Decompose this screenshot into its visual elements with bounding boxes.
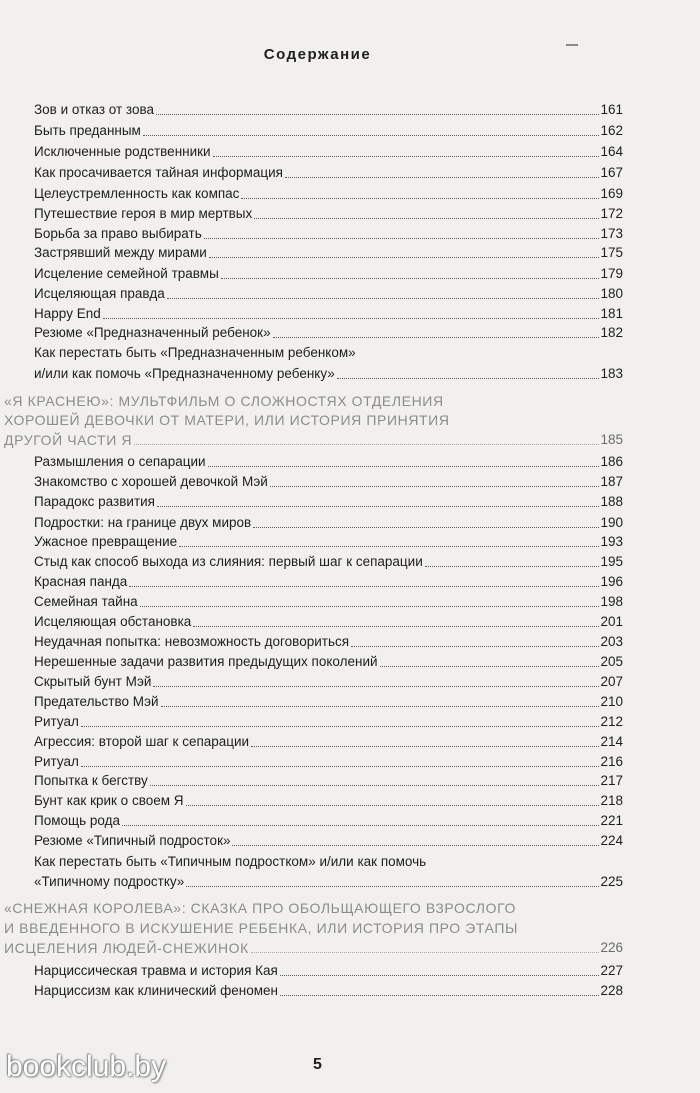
toc-entry-title: Happy End	[34, 306, 101, 321]
dot-leader	[380, 665, 600, 667]
toc-entry-title: Знакомство с хорошей девочкой Мэй	[34, 474, 268, 489]
toc-entry	[34, 492, 623, 512]
toc-entry	[34, 100, 623, 120]
toc-entry-line: Как перестать быть «Предназначенным ребенком»	[34, 345, 356, 360]
toc-entry	[34, 712, 623, 732]
toc-entry	[34, 791, 623, 811]
toc-entry-title: «Типичному подростку»	[34, 874, 185, 889]
toc-entry-title: Исцеление семейной травмы	[34, 266, 219, 281]
toc-entry-title: Нарциссическая травма и история Кая	[34, 963, 278, 978]
toc-entry-page: 225	[600, 874, 623, 889]
dot-leader	[232, 844, 599, 846]
toc-entry-title: Попытка к бегству	[34, 773, 148, 788]
dot-leader	[251, 951, 600, 953]
toc-entry-page: 227	[600, 963, 623, 978]
dot-leader	[161, 705, 600, 707]
dot-leader	[351, 645, 599, 647]
section-heading-page: 226	[600, 940, 623, 955]
toc-entry	[34, 184, 623, 204]
toc-entry	[34, 672, 623, 692]
toc-entry-page: 198	[600, 594, 623, 609]
toc-entry	[34, 364, 623, 384]
toc-entry	[34, 572, 623, 592]
toc-entry-title: Неудачная попытка: невозможность договориться	[34, 634, 350, 649]
toc-entry	[34, 452, 623, 472]
toc-entry-title: Ритуал	[34, 754, 79, 769]
dot-leader	[221, 277, 600, 279]
section-heading-title: ИСЦЕЛЕНИЯ ЛЮДЕЙ-СНЕЖИНОК	[4, 940, 249, 956]
toc-entry	[34, 513, 623, 533]
toc-entry-title: Как просачивается тайная информация	[34, 165, 283, 180]
dot-leader	[143, 134, 600, 136]
toc-entry-title: Бунт как крик о своем Я	[34, 793, 184, 808]
toc-entry-page: 212	[600, 714, 623, 729]
toc-entry-page: 167	[600, 165, 623, 180]
section-heading-page: 185	[600, 432, 623, 447]
dot-leader	[140, 605, 600, 607]
toc-entry	[34, 472, 623, 492]
toc-entry-page: 224	[600, 833, 623, 848]
toc-entry-page: 201	[600, 614, 623, 629]
toc-entry-page: 183	[600, 366, 623, 381]
toc-entry	[34, 121, 623, 141]
toc-entry-title: Помощь рода	[34, 813, 120, 828]
dot-leader	[157, 505, 599, 507]
dot-leader	[186, 885, 599, 887]
dot-leader	[425, 565, 600, 567]
toc-entry	[34, 304, 623, 324]
toc-entry-title: Скрытый бунт Мэй	[34, 674, 152, 689]
dot-leader	[273, 336, 600, 338]
toc-entry-page: 195	[600, 554, 623, 569]
toc-entry-title: Исцеляющая обстановка	[34, 614, 192, 629]
dot-leader	[213, 155, 600, 157]
section-heading	[4, 430, 623, 450]
section-heading-line: И ВВЕДЕННОГО В ИСКУШЕНИЕ РЕБЕНКА, ИЛИ ИСТОРИЯ ПРО ЭТАПЫ	[4, 920, 519, 936]
toc-entry	[34, 831, 623, 851]
toc-entry-title: Резюме «Типичный подросток»	[34, 833, 231, 848]
toc-entry-title: Предательство Мэй	[34, 694, 159, 709]
toc-entry	[34, 652, 623, 672]
section-heading-line: «СНЕЖНАЯ КОРОЛЕВА»: СКАЗКА ПРО ОБОЛЬЩАЮЩЕГО ВЗРОСЛОГО	[4, 900, 516, 916]
dot-leader	[186, 804, 600, 806]
dot-leader	[251, 745, 599, 747]
toc-entry	[34, 243, 623, 263]
toc-entry-page: 203	[600, 634, 623, 649]
toc-entry	[34, 224, 623, 244]
toc-entry-page: 190	[600, 515, 623, 530]
dot-leader	[204, 237, 600, 239]
toc-entry	[34, 163, 623, 183]
toc-entry-title: Нерешенные задачи развития предыдущих поколений	[34, 654, 378, 669]
toc-entry	[34, 204, 623, 224]
toc-entry-title: Семейная тайна	[34, 594, 138, 609]
dot-leader	[208, 465, 600, 467]
toc-entry-title: Агрессия: второй шаг к сепарации	[34, 734, 250, 749]
dot-leader	[193, 625, 599, 627]
page-title: Содержание	[263, 46, 372, 63]
toc-entry	[34, 981, 623, 1001]
toc-entry-page: 228	[600, 983, 623, 998]
toc-entry	[34, 872, 623, 892]
toc-entry-title: Борьба за право выбирать	[34, 226, 202, 241]
toc-entry-title: Резюме «Предназначенный ребенок»	[34, 325, 271, 340]
toc-entry-title: Целеустремленность как компас	[34, 186, 240, 201]
dot-leader	[156, 113, 599, 115]
toc-entry	[34, 961, 623, 981]
toc-entry-line: Как перестать быть «Типичным подростком» и/или как помочь	[34, 854, 427, 869]
section-heading-title: ДРУГОЙ ЧАСТИ Я	[4, 432, 133, 448]
toc-entry	[34, 732, 623, 752]
corner-mark	[566, 44, 578, 46]
toc-entry-page: 172	[600, 206, 623, 221]
toc-entry-page: 216	[600, 754, 623, 769]
dot-leader	[254, 217, 599, 219]
toc-entry	[34, 323, 623, 343]
toc-entry-page: 180	[600, 286, 623, 301]
toc-entry	[34, 284, 623, 304]
dot-leader	[81, 725, 600, 727]
dot-leader	[270, 485, 600, 487]
toc-entry-page: 187	[600, 474, 623, 489]
toc-entry-title: Застрявший между мирами	[34, 245, 207, 260]
dot-leader	[179, 545, 599, 547]
dot-leader	[253, 526, 599, 528]
toc-entry-page: 186	[600, 454, 623, 469]
dot-leader	[129, 585, 599, 587]
toc-entry	[34, 632, 623, 652]
toc-entry	[34, 612, 623, 632]
toc-entry-title: Зов и отказ от зова	[34, 102, 154, 117]
toc-entry-page: 161	[600, 102, 623, 117]
dot-leader	[241, 197, 599, 199]
dot-leader	[167, 297, 600, 299]
toc-entry-title: Подростки: на границе двух миров	[34, 515, 252, 530]
toc-entry-title: Ужасное превращение	[34, 534, 178, 549]
toc-entry-page: 218	[600, 793, 623, 808]
toc-entry-title: Размышления о сепарации	[34, 454, 206, 469]
dot-leader	[122, 824, 599, 826]
toc-entry	[34, 771, 623, 791]
toc-entry-title: Исцеляющая правда	[34, 286, 165, 301]
toc-entry-page: 182	[600, 325, 623, 340]
toc-entry-page: 193	[600, 534, 623, 549]
toc-entry-page: 181	[600, 306, 623, 321]
dot-leader	[153, 685, 599, 687]
section-heading	[4, 938, 623, 958]
toc-entry-title: Нарциссизм как клинический феномен	[34, 983, 278, 998]
toc-entry-title: Исключенные родственники	[34, 144, 211, 159]
toc-entry-page: 164	[600, 144, 623, 159]
dot-leader	[209, 256, 600, 258]
toc-entry-title: и/или как помочь «Предназначенному ребенку»	[34, 366, 335, 381]
toc-entry	[34, 532, 623, 552]
toc-entry-page: 179	[600, 266, 623, 281]
toc-entry-page: 196	[600, 574, 623, 589]
toc-entry-page: 205	[600, 654, 623, 669]
toc-entry-page: 221	[600, 813, 623, 828]
toc-entry-page: 162	[600, 123, 623, 138]
toc-entry	[34, 142, 623, 162]
dot-leader	[285, 176, 600, 178]
toc-entry-title: Быть преданным	[34, 123, 141, 138]
dot-leader	[337, 377, 600, 379]
toc-entry	[34, 592, 623, 612]
dot-leader	[134, 443, 599, 445]
section-heading-line: ХОРОШЕЙ ДЕВОЧКИ ОТ МАТЕРИ, ИЛИ ИСТОРИЯ ПРИНЯТИЯ	[4, 412, 450, 428]
dot-leader	[280, 974, 600, 976]
toc-entry	[34, 264, 623, 284]
toc-entry-page: 169	[600, 186, 623, 201]
toc-entry	[34, 692, 623, 712]
toc-entry-title: Стыд как способ выхода из слияния: первый шаг к сепарации	[34, 554, 423, 569]
toc-entry-title: Ритуал	[34, 714, 79, 729]
dot-leader	[81, 765, 600, 767]
toc-entry	[34, 752, 623, 772]
dot-leader	[280, 994, 599, 996]
watermark: bookclub.by	[6, 1050, 167, 1083]
toc-entry	[34, 552, 623, 572]
section-heading-line: «Я КРАСНЕЮ»: МУЛЬТФИЛЬМ О СЛОЖНОСТЯХ ОТДЕЛЕНИЯ	[4, 393, 444, 409]
toc-entry-page: 175	[600, 245, 623, 260]
page-number: 5	[313, 1056, 322, 1073]
toc-entry-title: Красная панда	[34, 574, 128, 589]
toc-entry-title: Парадокс развития	[34, 494, 155, 509]
toc-entry-page: 210	[600, 694, 623, 709]
toc-entry-page: 207	[600, 674, 623, 689]
toc-entry-page: 188	[600, 494, 623, 509]
toc-entry	[34, 811, 623, 831]
toc-entry-page: 214	[600, 734, 623, 749]
toc-entry-page: 173	[600, 226, 623, 241]
dot-leader	[150, 784, 600, 786]
dot-leader	[103, 317, 600, 319]
toc-entry-title: Путешествие героя в мир мертвых	[34, 206, 253, 221]
toc-entry-page: 217	[600, 773, 623, 788]
